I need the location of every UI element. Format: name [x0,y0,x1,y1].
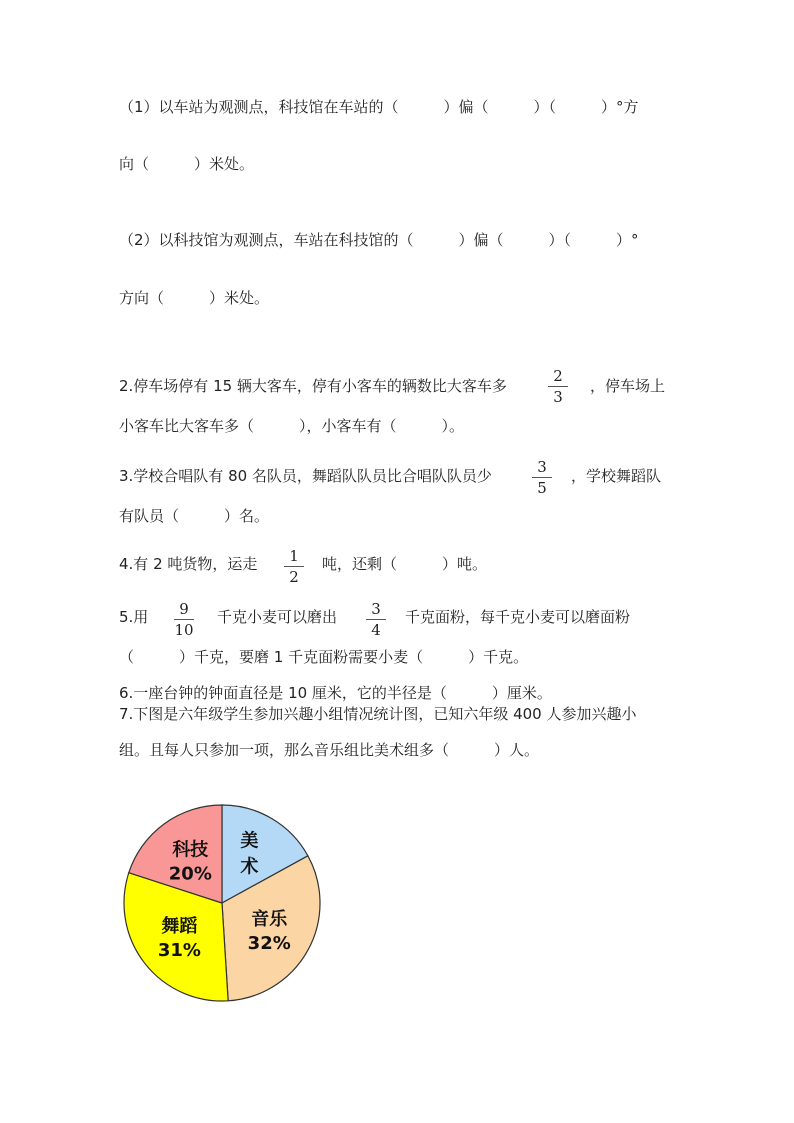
q2-text-b: ，停车场上 [590,377,666,395]
pie-percent-2: 31% [157,940,201,962]
q1-part1-line2: 向（ ）米处。 [119,155,255,173]
pie-label-0-char-0: 美 [240,830,259,852]
q1-part1-line1: （1）以车站为观测点，科技馆在车站的（ ）偏（ ）（ ）°方 [119,98,639,116]
q4-text-b: 吨，还剩（ ）吨。 [322,555,488,573]
pie-label-1: 音乐 [251,908,288,930]
pie-label-0-char-1: 术 [240,856,259,878]
q3-fraction [530,459,554,496]
q5-fraction-1 [172,601,196,638]
q5-text-a: 5.用 [119,608,149,626]
q3-text-b: ，学校舞蹈队 [571,467,662,485]
fraction-bar [284,566,304,567]
q5-fraction-2-numerator: 3 [371,600,381,618]
pie-label-2: 舞蹈 [161,916,198,938]
q1-part2-line1: （2）以科技馆为观测点，车站在科技馆的（ ）偏（ ）（ ）° [119,231,639,249]
q2-fraction-denominator: 3 [553,388,563,406]
pie-slices [124,805,320,1001]
fraction-bar [548,386,568,387]
q3-line2: 有队员（ ）名。 [119,507,270,525]
q6-text: 6.一座台钟的钟面直径是 10 厘米，它的半径是（ ）厘米。 [119,684,552,702]
q4-fraction-denominator: 2 [289,568,299,586]
fraction-bar [174,619,194,620]
q5-fraction-2 [364,601,388,638]
pie-percent-3: 20% [168,863,212,885]
q4-fraction [282,548,306,585]
q2-text-a: 2.停车场停有 15 辆大客车，停有小客车的辆数比大客车多 [119,377,507,395]
fraction-bar [532,477,552,478]
q5-fraction-1-denominator: 10 [174,621,194,639]
pie-label-3: 科技 [172,839,209,861]
q5-text-b: 千克小麦可以磨出 [217,608,338,626]
q2-fraction-numerator: 2 [553,367,563,385]
q3-fraction-numerator: 3 [537,458,547,476]
q2-fraction [546,368,570,405]
q7-line1: 7.下图是六年级学生参加兴趣小组情况统计图，已知六年级 400 人参加兴趣小 [119,705,637,723]
q1-part2-line2: 方向（ ）米处。 [119,289,270,307]
q3-text-a: 3.学校合唱队有 80 名队员，舞蹈队队员比合唱队队员少 [119,467,492,485]
fraction-bar [366,619,386,620]
q5-text-c: 千克面粉，每千克小麦可以磨面粉 [405,608,631,626]
q4-fraction-numerator: 1 [289,547,299,565]
q3-fraction-denominator: 5 [537,479,547,497]
q5-fraction-2-denominator: 4 [371,621,381,639]
q7-line2: 组。且每人只参加一项，那么音乐组比美术组多（ ）人。 [119,741,540,759]
q5-line2: （ ）千克，要磨 1 千克面粉需要小麦（ ）千克。 [119,648,529,666]
pie-percent-1: 32% [247,932,291,954]
q5-fraction-1-numerator: 9 [179,600,189,618]
interest-group-pie-chart [118,800,328,1006]
q4-text-a: 4.有 2 吨货物，运走 [119,555,258,573]
q2-line2: 小客车比大客车多（ ），小客车有（ ）。 [119,417,465,435]
